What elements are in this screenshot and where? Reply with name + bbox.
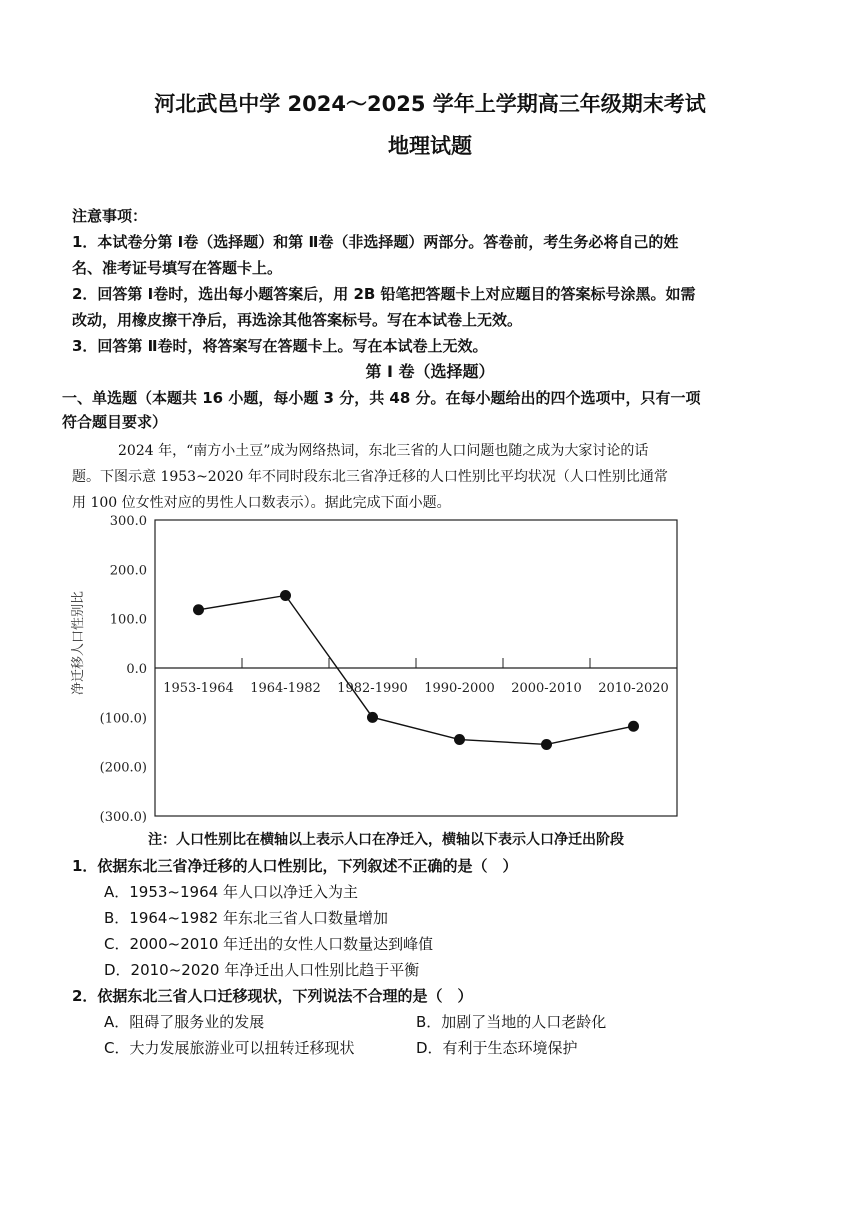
part-heading-line-2: 符合题目要求） [62,413,168,431]
x-tick-label: 2010-2020 [598,681,669,696]
exam-subtitle: 地理试题 [388,134,472,158]
data-point [454,734,465,745]
notice-heading: 注意事项： [72,207,148,225]
x-tick-label: 1953-1964 [163,681,234,696]
q2-option-b: B．加剧了当地的人口老龄化 [416,1013,607,1031]
q2-option-d: D．有利于生态环境保护 [416,1039,578,1057]
q2-stem: 2．依据东北三省人口迁移现状，下列说法不合理的是（ ） [72,987,473,1005]
part-heading-line-1: 一、单选题（本题共 16 小题，每小题 3 分，共 48 分。在每小题给出的四个选项中，只有一项 [62,389,701,407]
series-line [199,595,634,744]
y-tick-label: 200.0 [109,563,147,579]
intro-line-2: 题。下图示意 1953~2020 年不同时段东北三省净迁移的人口性别比平均状况（人口性别比通常 [72,469,668,485]
chart-note: 注：人口性别比在横轴以上表示人口在净迁入，横轴以下表示人口净迁出阶段 [148,832,624,848]
exam-title: 河北武邑中学 2024～2025 学年上学期高三年级期末考试 [154,92,706,116]
intro-line-3: 用 100 位女性对应的男性人口数表示）。据此完成下面小题。 [72,495,451,511]
x-tick-label: 1964-1982 [250,681,321,696]
notice-line-4: 改动，用橡皮擦干净后，再选涂其他答案标号。写在本试卷上无效。 [72,311,523,329]
migration-sex-ratio-chart [60,510,700,830]
x-axis [155,658,677,696]
q1-option-c: C．2000~2010 年迁出的女性人口数量达到峰值 [104,935,434,953]
data-point [193,604,204,615]
data-point [628,721,639,732]
x-tick-label: 2000-2010 [511,681,582,696]
q2-option-c: C．大力发展旅游业可以扭转迁移现状 [104,1039,355,1057]
data-point [541,739,552,750]
y-tick-label: (200.0) [99,760,147,776]
notice-line-3: 2．回答第 Ⅰ卷时，选出每小题答案后，用 2B 铅笔把答题卡上对应题目的答案标号涂黑。如需 [72,285,696,303]
y-tick-label: (100.0) [99,711,147,727]
intro-line-1: 2024 年，“南方小土豆”成为网络热词，东北三省的人口问题也随之成为大家讨论的话 [118,443,649,459]
data-point [280,590,291,601]
y-tick-label: 300.0 [109,514,147,529]
x-tick-label: 1982-1990 [337,681,408,696]
section-title: 第 Ⅰ 卷（选择题） [365,362,495,381]
y-tick-label: 100.0 [109,612,147,628]
y-tick-label: 0.0 [126,662,147,677]
notice-line-2: 名、准考证号填写在答题卡上。 [72,259,283,277]
q1-option-a: A．1953~1964 年人口以净迁入为主 [104,883,358,901]
x-tick-label: 1990-2000 [424,681,495,696]
notice-line-5: 3．回答第 Ⅱ卷时，将答案写在答题卡上。写在本试卷上无效。 [72,337,488,355]
y-tick-label: (300.0) [99,810,147,825]
data-points [193,590,639,750]
y-axis [100,514,147,825]
q2-option-a: A．阻碍了服务业的发展 [104,1013,265,1031]
q1-option-b: B．1964~1982 年东北三省人口数量增加 [104,909,388,927]
data-point [367,712,378,723]
y-axis-label: 净迁移人口性别比 [71,590,86,696]
notice-line-1: 1．本试卷分第 Ⅰ卷（选择题）和第 Ⅱ卷（非选择题）两部分。答卷前，考生务必将自己的姓 [72,233,679,251]
q1-stem: 1．依据东北三省净迁移的人口性别比，下列叙述不正确的是（ ） [72,857,518,875]
q1-option-d: D．2010~2020 年净迁出人口性别比趋于平衡 [104,961,420,979]
